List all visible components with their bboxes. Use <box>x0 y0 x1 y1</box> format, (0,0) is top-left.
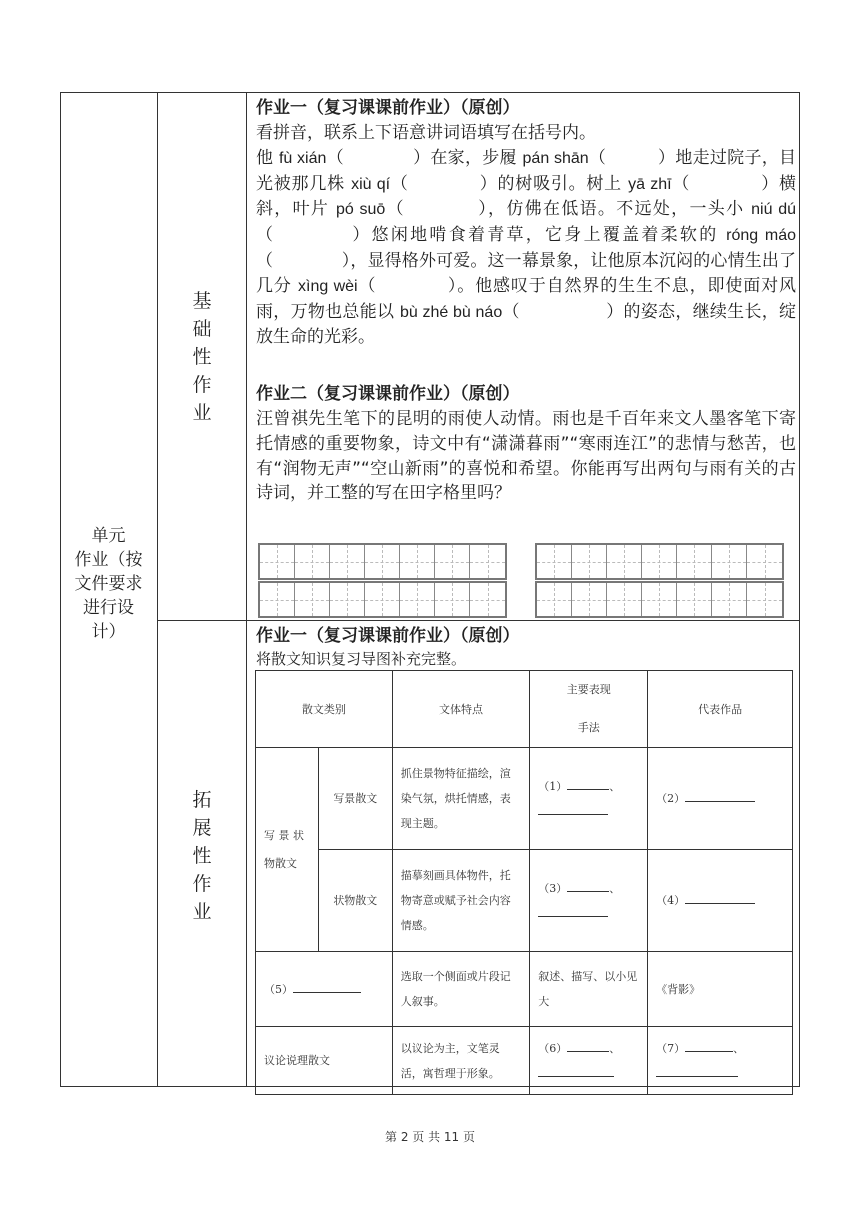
features-argumentative: 以议论为主，文笔灵活，寓哲理于形象。 <box>392 1027 530 1095</box>
pinyin-passage: 他 fù xián（ ）在家，步履 pán shān（ ）地走过院子，目光被那几株 xiù qí（ ）的树吸引。树上 yā zhī（ ）横斜，叶片 pó suō（ ），仿佛在低语。不远处，一头小 niú dú（ ）悠闲地啃食着青草，它身上覆盖着柔软的 róng máo（ ），显得格外可爱。这一幕景象，让他原本沉闷的心情生出了几分 xìng wèi（ ）。他感叹于自然界的生生不息，即使面对风雨，万物也总能以 bù zhé bù náo（ ）的姿态，继续生长，绽放生命的光彩。 <box>256 147 797 348</box>
features-landscape: 抓住景物特征描绘，渲染气氛，烘托情感，表现主题。 <box>392 748 530 850</box>
page-number: 2 <box>400 1130 409 1144</box>
methods-blank-1[interactable]: （1） 、 <box>530 748 648 850</box>
tianzige-row-2-left[interactable] <box>258 581 507 618</box>
tianzige-row-2-right[interactable] <box>535 581 784 618</box>
category-blank-5[interactable]: （5） <box>256 952 393 1027</box>
works-blank-2[interactable]: （2） <box>648 748 793 850</box>
methods-blank-3[interactable]: （3） 、 <box>530 850 648 952</box>
works-narrative: 《背影》 <box>648 952 793 1027</box>
extended-hw1-title: 作业一（复习课课前作业）（原创） <box>256 626 520 646</box>
column-divider-1 <box>157 92 158 1087</box>
category-argumentative: 议论说理散文 <box>256 1027 393 1095</box>
basic-hw1-body <box>256 121 796 350</box>
features-narrative: 选取一个侧面或片段记人叙事。 <box>392 952 530 1027</box>
basic-hw2-body <box>256 407 796 506</box>
category-label: 单元 作业（按 文件要求 进行设 计） <box>74 526 143 642</box>
extended-homework-label: 拓 展 性 作 业 <box>192 789 212 923</box>
rain-poem-prompt: 汪曾祺先生笔下的昆明的雨使人动情。雨也是千百年来文人墨客笔下寄托情感的重要物象，诗文中有“潇潇暮雨”“寒雨连江”的悲情与愁苦，也有“润物无声”“空山新雨”的喜悦和希望。你能再写出两句与雨有关的古诗词，并工整的写在田字格里吗？ <box>256 409 796 504</box>
works-blank-4[interactable]: （4） <box>648 850 793 952</box>
page-footer: 第 2 页 共 11 页 <box>384 1130 476 1144</box>
header-methods: 主要表现 手法 <box>530 671 648 748</box>
extended-hw1-instruction: 将散文知识复习导图补充完整。 <box>256 650 467 668</box>
sub-object-prose: 状物散文 <box>318 850 392 952</box>
prose-knowledge-table <box>255 670 793 1095</box>
group-landscape-object: 写 景 状 物散文 <box>256 748 319 952</box>
tianzige-row-1-left[interactable] <box>258 543 507 580</box>
section-divider <box>157 620 800 621</box>
table-right-border <box>799 92 800 1087</box>
methods-narrative: 叙述、描写、以小见大 <box>530 952 648 1027</box>
basic-hw1-instruction: 看拼音，联系上下语意讲词语填写在括号内。 <box>256 123 596 143</box>
header-works: 代表作品 <box>648 671 793 748</box>
header-category: 散文类别 <box>256 671 393 748</box>
header-features: 文体特点 <box>392 671 530 748</box>
basic-hw2-title: 作业二（复习课课前作业）（原创） <box>256 384 520 404</box>
page-total: 11 <box>443 1130 460 1144</box>
column-divider-2 <box>246 92 247 1087</box>
works-blank-7[interactable]: （7） 、 <box>648 1027 793 1095</box>
sub-landscape-prose: 写景散文 <box>318 748 392 850</box>
table-top-border <box>60 92 800 93</box>
basic-hw1-title: 作业一（复习课课前作业）（原创） <box>256 98 520 118</box>
tianzige-row-1-right[interactable] <box>535 543 784 580</box>
methods-blank-6[interactable]: （6） 、 <box>530 1027 648 1095</box>
features-object: 描摹刻画具体物件，托物寄意或赋予社会内容情感。 <box>392 850 530 952</box>
basic-homework-label: 基 础 性 作 业 <box>192 290 212 424</box>
